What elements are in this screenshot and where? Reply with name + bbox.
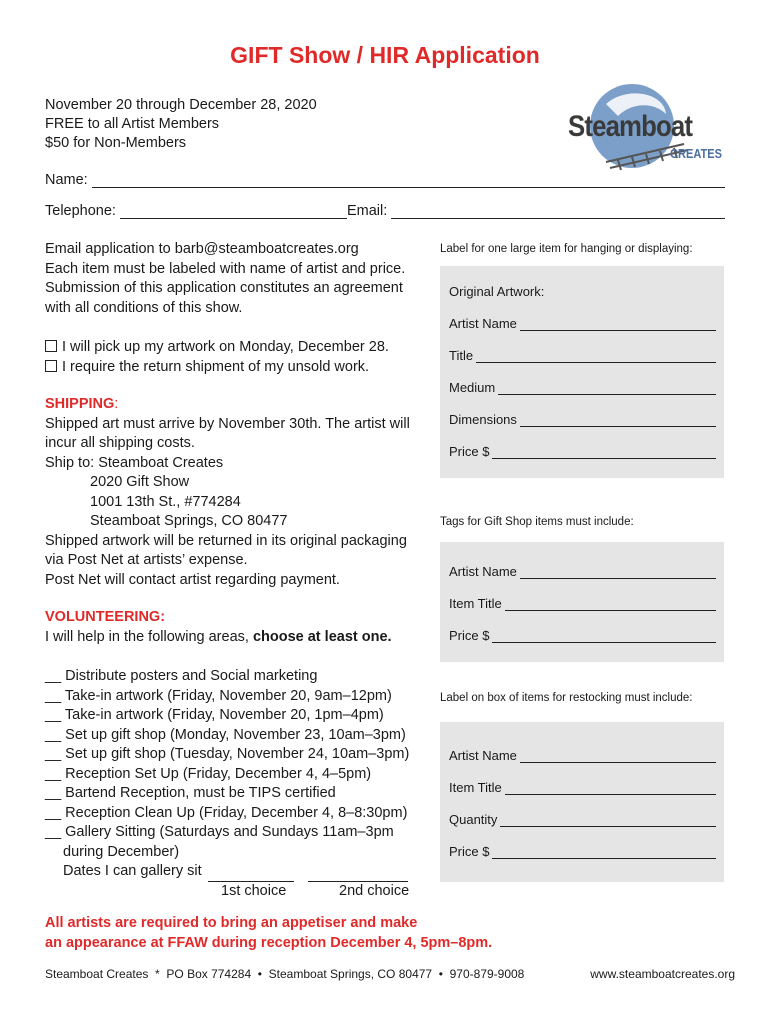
volunteering-section: [45, 608, 430, 647]
intro-nonmembers: $50 for Non-Members: [45, 135, 187, 151]
shipping-after: Post Net will contact artist regarding payment.: [45, 571, 340, 588]
artwork-artist-label: Artist Name: [449, 316, 517, 331]
volunteer-option[interactable]: __ Distribute posters and Social marketing: [45, 668, 318, 684]
intro-members: FREE to all Artist Members: [45, 116, 220, 132]
shipping-line: Shipped art must arrive by November 30th. The artist will: [45, 415, 410, 432]
volunteer-option[interactable]: __ Bartend Reception, must be TIPS certified: [45, 785, 336, 801]
info-conditions: with all conditions of this show.: [45, 299, 243, 316]
artwork-medium-label: Medium: [449, 380, 496, 395]
name-label: Name:: [45, 172, 88, 188]
footer: [45, 967, 735, 981]
volunteering-intro-bold: choose at least one.: [252, 628, 392, 645]
footer-website: www.steamboatcreates.org: [590, 967, 735, 981]
info-email: Email application to barb@steamboatcreates.org: [45, 241, 359, 257]
restock-quantity-field[interactable]: [500, 814, 716, 827]
intro-dates: November 20 through December 28, 2020: [45, 97, 317, 113]
tag-artist-field[interactable]: [520, 566, 716, 579]
label-large-item: Label for one large item for hanging or displaying:: [440, 243, 693, 255]
artwork-artist-field[interactable]: [520, 318, 716, 331]
volunteer-option[interactable]: __ Gallery Sitting (Saturdays and Sundays 11am–3pm: [45, 824, 394, 840]
shipping-after: via Post Net at artists’ expense.: [45, 552, 248, 568]
artwork-title-field[interactable]: [476, 350, 716, 363]
volunteer-option[interactable]: __ Take-in artwork (Friday, November 20, 1pm–4pm): [45, 707, 384, 723]
info-agreement: Submission of this application constitutes an agreement: [45, 280, 403, 296]
restock-artist-field[interactable]: [520, 750, 716, 763]
artwork-box: [440, 266, 724, 478]
tag-artist-label: Artist Name: [449, 564, 517, 579]
checkbox-block: [45, 338, 430, 377]
volunteer-option[interactable]: __ Set up gift shop (Monday, November 23, 10am–3pm): [45, 726, 406, 743]
restock-quantity-label: Quantity: [449, 812, 498, 827]
pickup-checkbox[interactable]: [45, 340, 57, 352]
artwork-title-label: Title: [449, 348, 474, 363]
shipping-line: incur all shipping costs.: [45, 435, 195, 451]
name-row: [45, 172, 725, 188]
box-heading: [449, 284, 716, 299]
address-line: 1001 13th St., #774284: [90, 493, 241, 510]
restock-price-label: Price $: [449, 844, 490, 859]
volunteer-option[interactable]: __ Set up gift shop (Tuesday, November 24, 10am–3pm): [45, 746, 410, 762]
volunteering-heading: VOLUNTEERING:: [45, 609, 166, 625]
original-artwork-heading: Original Artwork:: [449, 284, 545, 299]
logo-sub: CREATES: [670, 146, 722, 161]
telephone-field[interactable]: [120, 204, 347, 219]
shipping-after: Shipped artwork will be returned in its original packaging: [45, 532, 407, 549]
info-label: Each item must be labeled with name of artist and price.: [45, 260, 406, 277]
tag-price-label: Price $: [449, 628, 490, 643]
artwork-dimensions-label: Dimensions: [449, 412, 517, 427]
volunteer-option-cont: during December): [63, 843, 180, 860]
logo-word: Steamboat: [568, 110, 693, 143]
restock-artist-label: Artist Name: [449, 748, 517, 763]
volunteering-intro: I will help in the following areas,: [45, 628, 253, 645]
address-line: Steamboat Springs, CO 80477: [90, 513, 288, 529]
label-gift-tags: Tags for Gift Shop items must include:: [440, 516, 634, 528]
tag-title-field[interactable]: [505, 598, 716, 611]
address-line: 2020 Gift Show: [90, 474, 190, 490]
email-field[interactable]: [391, 204, 725, 219]
name-field[interactable]: [92, 173, 725, 188]
restock-title-field[interactable]: [505, 782, 716, 795]
gallery-sit-label: Dates I can gallery sit: [63, 863, 202, 879]
telephone-label: Telephone:: [45, 203, 116, 219]
info-block: [45, 240, 430, 318]
volunteer-option[interactable]: __ Reception Set Up (Friday, December 4, 4–5pm): [45, 765, 372, 782]
footer-contact: Steamboat Creates * PO Box 774284 • Steamboat Springs, CO 80477 • 970-879-9008: [45, 967, 525, 981]
artwork-dimensions-field[interactable]: [520, 414, 716, 427]
shipping-line: Ship to: Steamboat Creates: [45, 454, 224, 471]
first-choice-label: 1st choice: [221, 882, 287, 899]
gift-tags-box: [440, 542, 724, 662]
email-label: Email:: [346, 203, 388, 219]
restocking-box: [440, 722, 724, 882]
notice-line: an appearance at FFAW during reception December 4, 5pm–8pm.: [45, 935, 493, 951]
volunteer-option[interactable]: __ Take-in artwork (Friday, November 20, 9am–12pm): [45, 687, 392, 704]
restock-price-field[interactable]: [492, 846, 716, 859]
volunteer-option[interactable]: __ Reception Clean Up (Friday, December 4, 8–8:30pm): [45, 804, 408, 821]
steamboat-logo: [566, 82, 726, 174]
second-choice-label: 2nd choice: [339, 882, 410, 899]
artwork-price-label: Price $: [449, 444, 490, 459]
appetiser-notice: [45, 913, 492, 953]
artwork-medium-field[interactable]: [498, 382, 716, 395]
return-checkbox[interactable]: [45, 360, 57, 372]
first-choice-field[interactable]: [208, 869, 294, 882]
restock-title-label: Item Title: [449, 780, 502, 795]
intro-block: [45, 96, 317, 153]
volunteer-options: [45, 667, 445, 902]
notice-line: All artists are required to bring an appetiser and make: [45, 915, 418, 931]
pickup-label: I will pick up my artwork on Monday, December 28.: [62, 339, 389, 355]
artwork-price-field[interactable]: [492, 446, 716, 459]
return-label: I require the return shipment of my unsold work.: [62, 358, 370, 375]
shipping-section: SHIPPING: Shipped art must arrive by November 30th. The artist will incur all shipping costs. Ship to: Steamboat Creates 2020 Gift Show 1001 13th St., #774284 Steamboat Springs, CO 80477 Shipped artwork will be returned in its original packaging via Post Net at artists’ expense. Post Net will contact artist regarding payment.: [45, 395, 430, 590]
contact-row: [45, 203, 725, 219]
tag-price-field[interactable]: [492, 630, 716, 643]
second-choice-field[interactable]: [308, 869, 408, 882]
label-restocking: Label on box of items for restocking must include:: [440, 692, 693, 704]
shipping-heading: SHIPPING: [45, 396, 115, 412]
tag-title-label: Item Title: [449, 596, 502, 611]
form-title: GIFT Show / HIR Application: [230, 42, 540, 68]
